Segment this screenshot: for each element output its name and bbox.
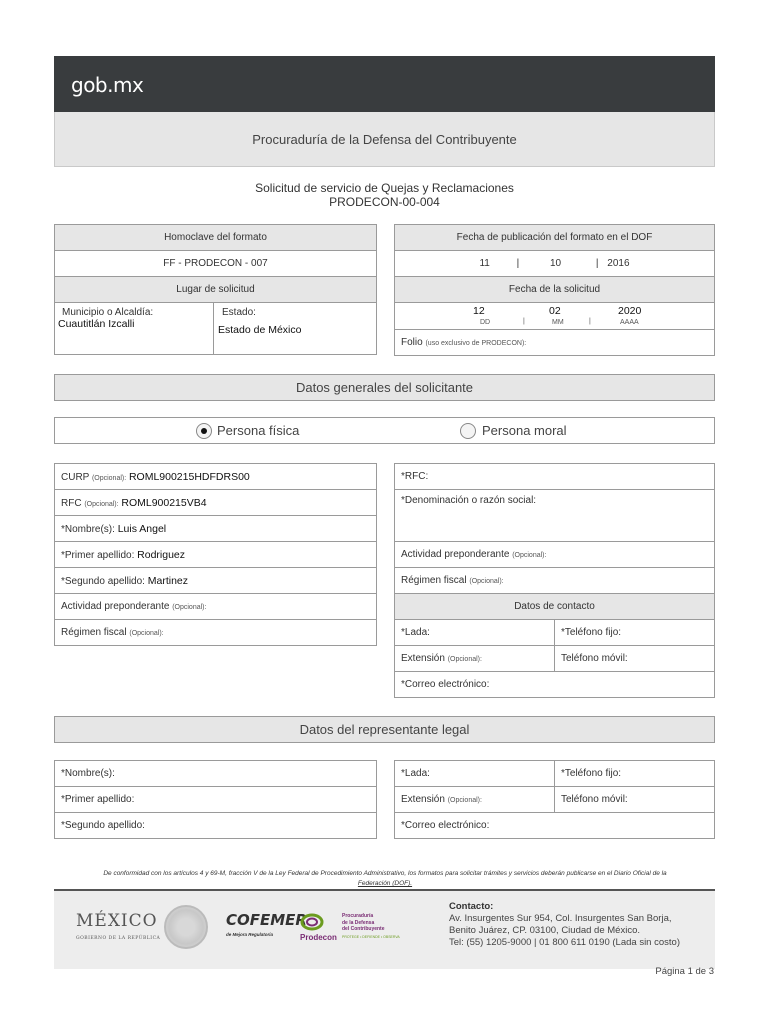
persona-moral-table xyxy=(394,463,715,698)
mexico-logo: MÉXICO xyxy=(76,911,158,931)
cofemer-logo: COFEMER xyxy=(226,911,307,929)
document-title: Solicitud de servicio de Quejas y Reclamaciones PRODECON-00-004 xyxy=(255,181,514,209)
section-solicitante: Datos generales del solicitante xyxy=(54,374,715,401)
rep-extension-field[interactable]: Extensión (Opcional): xyxy=(395,787,555,813)
rep-telefono-movil-field[interactable]: Teléfono móvil: xyxy=(555,787,715,813)
radio-persona-moral[interactable] xyxy=(460,423,476,439)
prodecon-tagline: PROTEGE • DEFIENDE • OBSERVA xyxy=(342,935,400,939)
fecha-solicitud-label: Fecha de la solicitud xyxy=(395,277,715,303)
segundo-apellido-value: Martinez xyxy=(147,574,189,587)
sol-day: 12 xyxy=(473,305,485,317)
regimen-field[interactable]: Régimen fiscal (Opcional): xyxy=(55,620,377,646)
rfc-value: ROML900215VB4 xyxy=(121,496,207,509)
persona-fisica-label[interactable]: Persona física xyxy=(217,423,300,438)
prodecon-fullname: Procuraduría de la Defensa del Contribuyente xyxy=(342,913,385,932)
contact-info: Contacto: Av. Insurgentes Sur 954, Col. Insurgentes San Borja, Benito Juárez, CP. 03100, Ciudad de México. Tel: (55) 1205-9000 | 01 800 611 0190 (Lada sin costo) xyxy=(449,901,680,948)
segundo-apellido-field[interactable]: *Segundo apellido: Martinez xyxy=(55,568,377,594)
rep-telefono-fijo-field[interactable]: *Teléfono fijo: xyxy=(555,761,715,787)
estado-value: Estado de México xyxy=(218,324,302,336)
correo-field[interactable]: *Correo electrónico: xyxy=(395,672,715,698)
rep-correo-field[interactable]: *Correo electrónico: xyxy=(395,813,715,839)
persona-type-selector xyxy=(54,417,715,444)
nombre-value: Luis Angel xyxy=(117,522,167,535)
pub-year: 2016 xyxy=(607,258,630,269)
publicacion-date: 11 | 10 | 2016 xyxy=(395,251,715,277)
pub-month: 10 xyxy=(550,258,562,269)
agency-banner xyxy=(54,112,715,167)
prodecon-swirl-icon xyxy=(300,913,324,931)
primer-apellido-field[interactable]: *Primer apellido: Rodriguez xyxy=(55,542,377,568)
agency-name: Procuraduría de la Defensa del Contribuyente xyxy=(252,131,517,147)
cofemer-subtitle: de Mejora Regulatoria xyxy=(226,932,274,937)
top-header-bar xyxy=(54,56,715,112)
contacto-header: Datos de contacto xyxy=(395,594,715,620)
rfc-field[interactable]: RFC (Opcional): ROML900215VB4 xyxy=(55,490,377,516)
telefono-movil-field[interactable]: Teléfono móvil: xyxy=(555,646,715,672)
moral-actividad-field[interactable]: Actividad preponderante (Opcional): xyxy=(395,542,715,568)
nombre-field[interactable]: *Nombre(s): Luis Angel xyxy=(55,516,377,542)
mexico-logo-subtitle: GOBIERNO DE LA REPÚBLICA xyxy=(76,936,161,941)
estado-cell[interactable] xyxy=(214,303,377,355)
estado-label: Estado: xyxy=(222,307,256,318)
format-info-table xyxy=(54,224,377,355)
pub-day: 11 xyxy=(479,258,490,269)
prodecon-logo: Prodecon xyxy=(300,933,337,942)
dates-table xyxy=(394,224,715,356)
moral-rfc-field[interactable]: *RFC: xyxy=(395,464,715,490)
persona-moral-label[interactable]: Persona moral xyxy=(482,423,567,438)
lada-field[interactable]: *Lada: xyxy=(395,620,555,646)
homoclave-value: FF - PRODECON - 007 xyxy=(55,251,377,277)
denominacion-field[interactable]: *Denominación o razón social: xyxy=(395,490,715,542)
national-seal-icon xyxy=(164,905,208,949)
rep-lada-field[interactable]: *Lada: xyxy=(395,761,555,787)
moral-regimen-field[interactable]: Régimen fiscal (Opcional): xyxy=(395,568,715,594)
curp-field[interactable]: CURP (Opcional): ROML900215HDFDRS00 xyxy=(55,464,377,490)
rep-primer-apellido-field[interactable]: *Primer apellido: xyxy=(55,787,377,813)
representante-right-table xyxy=(394,760,715,839)
municipio-label: Municipio o Alcaldía: xyxy=(62,307,154,318)
publicacion-label: Fecha de publicación del formato en el DOF xyxy=(395,225,715,251)
folio-cell: Folio (uso exclusivo de PRODECON): xyxy=(395,330,715,356)
primer-apellido-value: Rodriguez xyxy=(137,548,186,561)
radio-selected-dot xyxy=(201,428,207,434)
footer xyxy=(54,889,715,969)
curp-value: ROML900215HDFDRS00 xyxy=(128,470,250,483)
actividad-field[interactable]: Actividad preponderante (Opcional): xyxy=(55,594,377,620)
homoclave-label: Homoclave del formato xyxy=(55,225,377,251)
telefono-fijo-field[interactable]: *Teléfono fijo: xyxy=(555,620,715,646)
sol-month: 02 xyxy=(549,305,561,317)
municipio-cell[interactable] xyxy=(55,303,214,355)
rep-nombre-field[interactable]: *Nombre(s): xyxy=(55,761,377,787)
sol-year: 2020 xyxy=(618,305,642,317)
page-number: Página 1 de 3 xyxy=(655,966,714,977)
legal-footnote: De conformidad con los artículos 4 y 69-M, fracción V de la Ley Federal de Procedimiento Administrativo, los formatos para solicitar trámites y servicios deberán publicarse en el Diario Oficial de la Federación (DOF). xyxy=(103,870,667,887)
section-representante: Datos del representante legal xyxy=(54,716,715,743)
radio-persona-fisica[interactable] xyxy=(196,423,212,439)
persona-fisica-table xyxy=(54,463,377,646)
gobmx-logo[interactable]: gob.mx xyxy=(71,73,144,97)
fecha-solicitud-date[interactable]: 12 02 2020 DD | MM | AAAA xyxy=(395,303,715,330)
extension-field[interactable]: Extensión (Opcional): xyxy=(395,646,555,672)
lugar-label: Lugar de solicitud xyxy=(55,277,377,303)
municipio-value: Cuautitlán Izcalli xyxy=(58,318,135,330)
rep-segundo-apellido-field[interactable]: *Segundo apellido: xyxy=(55,813,377,839)
representante-left-table xyxy=(54,760,377,839)
